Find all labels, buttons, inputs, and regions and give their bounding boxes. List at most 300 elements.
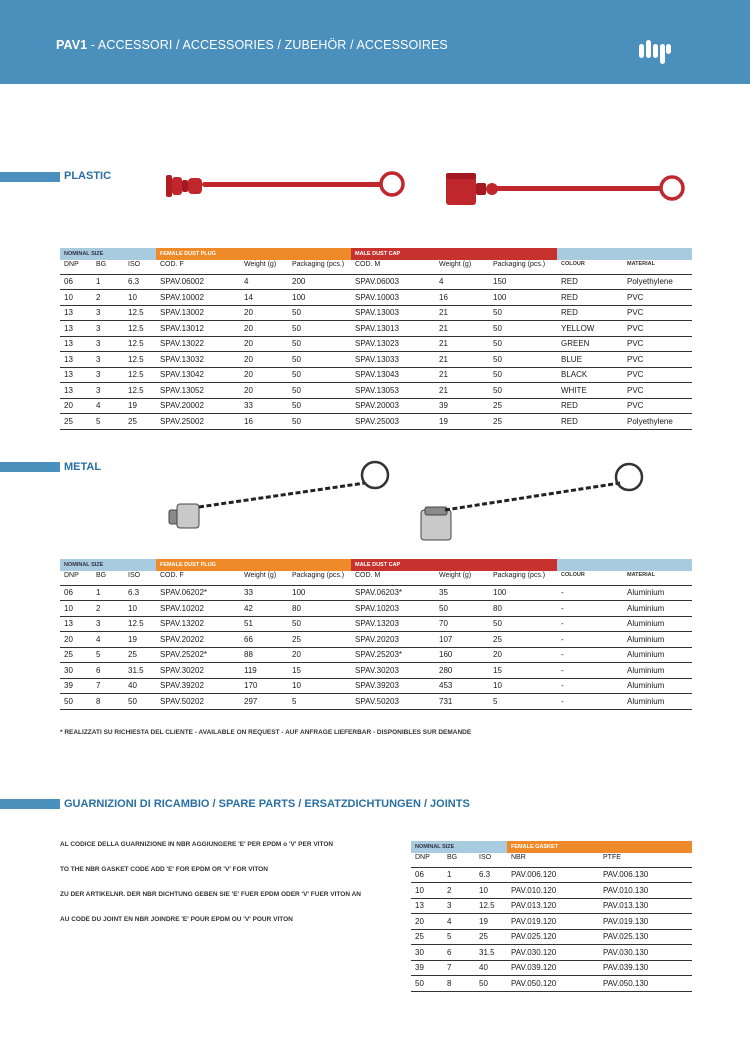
- page-title: PAV1 - ACCESSORI / ACCESSORIES / ZUBEHÖR / ACCESSOIRES: [56, 38, 448, 52]
- table-cell: 50: [288, 367, 351, 383]
- table-cell: 06: [60, 585, 92, 601]
- column-header: Weight (g): [435, 571, 489, 585]
- column-header: Packaging (pcs.): [288, 571, 351, 585]
- table-cell: 19: [435, 414, 489, 430]
- table-cell: 12.5: [475, 898, 507, 914]
- table-cell: 88: [240, 647, 288, 663]
- column-header: Weight (g): [435, 260, 489, 274]
- table-row: [60, 321, 692, 337]
- table-cell: SPAV.06003: [351, 274, 435, 290]
- table-cell: 4: [92, 632, 124, 648]
- table-row: [60, 274, 692, 290]
- table-cell: BLUE: [557, 352, 623, 368]
- table-cell: 6.3: [475, 867, 507, 883]
- table-cell: PVC: [623, 367, 692, 383]
- male-band: MALE DUST CAP: [351, 559, 557, 571]
- table-cell: SPAV.10202: [156, 601, 240, 617]
- table-cell: 200: [288, 274, 351, 290]
- table-cell: -: [557, 663, 623, 679]
- table-cell: SPAV.50203: [351, 694, 435, 710]
- female-metal-plug-icon: [165, 455, 395, 535]
- table-cell: 50: [489, 352, 557, 368]
- table-cell: 10: [124, 290, 156, 306]
- instruction-it: AL CODICE DELLA GUARNIZIONE IN NBR AGGIUNGERE 'E' PER EPDM o 'V' PER VITON: [60, 841, 334, 848]
- table-cell: PAV.030.130: [599, 945, 692, 961]
- table-row: [60, 678, 692, 694]
- table-cell: -: [557, 585, 623, 601]
- instruction-en: TO THE NBR GASKET CODE ADD 'E' FOR EPDM OR 'V' FOR VITON: [60, 866, 268, 873]
- plastic-table-body: [60, 274, 692, 429]
- table-cell: 4: [92, 398, 124, 414]
- table-cell: PVC: [623, 336, 692, 352]
- page-header: [0, 0, 750, 84]
- table-row: [60, 632, 692, 648]
- table-cell: 80: [288, 601, 351, 617]
- table-cell: 50: [489, 321, 557, 337]
- table-cell: 16: [435, 290, 489, 306]
- table-cell: 4: [443, 914, 475, 930]
- table-cell: 70: [435, 616, 489, 632]
- table-cell: 297: [240, 694, 288, 710]
- table-cell: 3: [92, 367, 124, 383]
- column-header: Packaging (pcs.): [489, 260, 557, 274]
- table-cell: 50: [288, 414, 351, 430]
- table-row: [60, 336, 692, 352]
- table-cell: 12.5: [124, 352, 156, 368]
- table-cell: SPAV.25202*: [156, 647, 240, 663]
- table-cell: 19: [124, 632, 156, 648]
- table-cell: SPAV.20003: [351, 398, 435, 414]
- table-cell: SPAV.13032: [156, 352, 240, 368]
- table-cell: Aluminium: [623, 601, 692, 617]
- table-cell: 13: [60, 305, 92, 321]
- instruction-fr: AU CODE DU JOINT EN NBR JOINDRE 'E' POUR EPDM OU 'V' POUR VITON: [60, 916, 293, 923]
- table-row: [60, 647, 692, 663]
- table-cell: SPAV.13033: [351, 352, 435, 368]
- table-row: [411, 945, 692, 961]
- nominal-size-band: NOMINAL SIZE: [60, 248, 156, 260]
- table-cell: 12.5: [124, 383, 156, 399]
- table-cell: 21: [435, 352, 489, 368]
- gasket-spec-table: [411, 841, 692, 992]
- table-cell: 39: [60, 678, 92, 694]
- table-cell: 5: [92, 414, 124, 430]
- table-cell: 30: [60, 663, 92, 679]
- metal-band-row: [60, 559, 692, 571]
- table-cell: 100: [288, 290, 351, 306]
- spacer-band: [557, 248, 692, 260]
- table-cell: 50: [288, 616, 351, 632]
- spare-section-bar: [0, 799, 60, 809]
- table-cell: SPAV.10003: [351, 290, 435, 306]
- table-cell: Polyethylene: [623, 274, 692, 290]
- table-cell: 25: [489, 398, 557, 414]
- table-cell: 3: [92, 305, 124, 321]
- table-cell: RED: [557, 398, 623, 414]
- table-cell: RED: [557, 414, 623, 430]
- table-cell: Aluminium: [623, 694, 692, 710]
- table-cell: 20: [60, 398, 92, 414]
- male-band: MALE DUST CAP: [351, 248, 557, 260]
- table-cell: 40: [475, 960, 507, 976]
- table-cell: SPAV.25203*: [351, 647, 435, 663]
- table-cell: 50: [489, 383, 557, 399]
- table-cell: SPAV.13013: [351, 321, 435, 337]
- table-cell: SPAV.20203: [351, 632, 435, 648]
- plastic-section-title: PLASTIC: [64, 170, 112, 182]
- table-cell: 13: [60, 352, 92, 368]
- table-cell: SPAV.13043: [351, 367, 435, 383]
- table-cell: GREEN: [557, 336, 623, 352]
- table-cell: 50: [288, 352, 351, 368]
- plastic-header-row: [60, 260, 692, 274]
- table-cell: PAV.050.130: [599, 976, 692, 992]
- table-row: [60, 663, 692, 679]
- table-cell: SPAV.25002: [156, 414, 240, 430]
- nominal-size-band: NOMINAL SIZE: [60, 559, 156, 571]
- table-cell: 2: [92, 601, 124, 617]
- table-cell: 80: [489, 601, 557, 617]
- table-cell: 13: [60, 321, 92, 337]
- female-band: FEMALE DUST PLUG: [156, 559, 351, 571]
- table-cell: 10: [288, 678, 351, 694]
- table-cell: 20: [288, 647, 351, 663]
- table-cell: Aluminium: [623, 647, 692, 663]
- table-cell: 50: [60, 694, 92, 710]
- table-cell: PAV.039.120: [507, 960, 599, 976]
- column-header: Weight (g): [240, 260, 288, 274]
- table-cell: SPAV.13012: [156, 321, 240, 337]
- table-cell: SPAV.39203: [351, 678, 435, 694]
- table-cell: 66: [240, 632, 288, 648]
- table-cell: SPAV.06002: [156, 274, 240, 290]
- table-cell: SPAV.13002: [156, 305, 240, 321]
- table-cell: 30: [411, 945, 443, 961]
- table-row: [60, 305, 692, 321]
- table-cell: 06: [60, 274, 92, 290]
- table-cell: 21: [435, 336, 489, 352]
- table-cell: Aluminium: [623, 663, 692, 679]
- table-cell: Aluminium: [623, 632, 692, 648]
- table-cell: 2: [443, 883, 475, 899]
- table-cell: 20: [240, 321, 288, 337]
- table-cell: 13: [60, 383, 92, 399]
- column-header: COLOUR: [557, 260, 623, 274]
- table-cell: 25: [288, 632, 351, 648]
- table-cell: 5: [288, 694, 351, 710]
- instruction-de: ZU DER ARTIKELNR. DER NBR DICHTUNG GEBEN SIE 'E' FUER EPDM ODER 'V' FUER VITON AN: [60, 891, 361, 898]
- table-cell: 13: [411, 898, 443, 914]
- table-cell: 21: [435, 367, 489, 383]
- table-cell: SPAV.13052: [156, 383, 240, 399]
- table-cell: 170: [240, 678, 288, 694]
- table-cell: 40: [124, 678, 156, 694]
- table-cell: 14: [240, 290, 288, 306]
- table-row: [60, 414, 692, 430]
- column-header: ISO: [124, 260, 156, 274]
- table-cell: -: [557, 678, 623, 694]
- table-cell: PVC: [623, 290, 692, 306]
- table-cell: 13: [60, 367, 92, 383]
- table-cell: 35: [435, 585, 489, 601]
- brand-logo-icon: [637, 36, 673, 66]
- table-cell: 25: [475, 929, 507, 945]
- table-cell: 25: [60, 647, 92, 663]
- table-cell: 731: [435, 694, 489, 710]
- gasket-band-row: [411, 841, 692, 853]
- table-cell: 19: [124, 398, 156, 414]
- table-cell: SPAV.13023: [351, 336, 435, 352]
- table-cell: 10: [411, 883, 443, 899]
- table-cell: 50: [489, 367, 557, 383]
- plastic-spec-table: [60, 248, 692, 430]
- table-cell: 119: [240, 663, 288, 679]
- table-cell: 10: [124, 601, 156, 617]
- table-row: [60, 694, 692, 710]
- table-cell: 1: [92, 274, 124, 290]
- nominal-size-band: NOMINAL SIZE: [411, 841, 507, 853]
- table-cell: PAV.050.120: [507, 976, 599, 992]
- table-cell: SPAV.20002: [156, 398, 240, 414]
- table-cell: 20: [240, 336, 288, 352]
- table-cell: 10: [489, 678, 557, 694]
- metal-section-bar: [0, 462, 60, 472]
- table-cell: 10: [475, 883, 507, 899]
- table-cell: 13: [60, 616, 92, 632]
- table-cell: 8: [443, 976, 475, 992]
- table-cell: 1: [443, 867, 475, 883]
- table-cell: 25: [60, 414, 92, 430]
- table-cell: PAV.025.130: [599, 929, 692, 945]
- table-cell: PAV.019.130: [599, 914, 692, 930]
- table-cell: 3: [443, 898, 475, 914]
- table-cell: PVC: [623, 352, 692, 368]
- column-header: Packaging (pcs.): [288, 260, 351, 274]
- table-cell: 6: [443, 945, 475, 961]
- table-cell: PVC: [623, 383, 692, 399]
- table-cell: 12.5: [124, 321, 156, 337]
- table-cell: RED: [557, 290, 623, 306]
- column-header: COD. F: [156, 260, 240, 274]
- table-cell: 50: [288, 383, 351, 399]
- column-header: COD. M: [351, 571, 435, 585]
- table-cell: PVC: [623, 305, 692, 321]
- table-cell: 31.5: [124, 663, 156, 679]
- table-cell: 51: [240, 616, 288, 632]
- table-cell: 6.3: [124, 585, 156, 601]
- table-cell: SPAV.39202: [156, 678, 240, 694]
- column-header: COD. F: [156, 571, 240, 585]
- table-cell: SPAV.13022: [156, 336, 240, 352]
- table-row: [60, 290, 692, 306]
- table-cell: -: [557, 632, 623, 648]
- table-cell: 100: [489, 585, 557, 601]
- table-cell: 50: [489, 616, 557, 632]
- table-cell: 3: [92, 352, 124, 368]
- table-row: [411, 898, 692, 914]
- plastic-band-row: [60, 248, 692, 260]
- table-row: [411, 914, 692, 930]
- table-cell: 39: [435, 398, 489, 414]
- spare-section-title: GUARNIZIONI DI RICAMBIO / SPARE PARTS / ERSATZDICHTUNGEN / JOINTS: [64, 798, 470, 810]
- male-plastic-cap-icon: [440, 163, 690, 213]
- table-cell: 25: [489, 632, 557, 648]
- table-cell: 10: [60, 290, 92, 306]
- table-cell: 20: [240, 383, 288, 399]
- table-cell: 20: [489, 647, 557, 663]
- column-header: COD. M: [351, 260, 435, 274]
- column-header: BG: [92, 571, 124, 585]
- table-cell: 21: [435, 321, 489, 337]
- table-cell: 33: [240, 585, 288, 601]
- table-cell: 10: [60, 601, 92, 617]
- female-plastic-plug-icon: [160, 163, 410, 209]
- table-cell: Aluminium: [623, 678, 692, 694]
- column-header: BG: [443, 853, 475, 867]
- gasket-header-row: [411, 853, 692, 867]
- table-cell: 50: [489, 336, 557, 352]
- table-cell: 42: [240, 601, 288, 617]
- table-cell: 3: [92, 383, 124, 399]
- table-cell: 4: [240, 274, 288, 290]
- table-cell: 20: [240, 367, 288, 383]
- table-cell: PAV.019.120: [507, 914, 599, 930]
- table-cell: 453: [435, 678, 489, 694]
- plastic-section-bar: [0, 172, 60, 182]
- table-cell: 12.5: [124, 336, 156, 352]
- table-cell: YELLOW: [557, 321, 623, 337]
- table-cell: 25: [124, 414, 156, 430]
- column-header: DNP: [411, 853, 443, 867]
- table-row: [60, 398, 692, 414]
- table-cell: 1: [92, 585, 124, 601]
- column-header: MATERIAL: [623, 260, 692, 274]
- table-row: [60, 383, 692, 399]
- table-cell: PAV.010.120: [507, 883, 599, 899]
- table-cell: 50: [435, 601, 489, 617]
- table-cell: 13: [60, 336, 92, 352]
- table-cell: 20: [240, 352, 288, 368]
- table-cell: 50: [288, 336, 351, 352]
- table-cell: 100: [489, 290, 557, 306]
- metal-header-row: [60, 571, 692, 585]
- column-header: PTFE: [599, 853, 692, 867]
- table-cell: 31.5: [475, 945, 507, 961]
- table-cell: 280: [435, 663, 489, 679]
- table-cell: 33: [240, 398, 288, 414]
- table-cell: 19: [475, 914, 507, 930]
- table-cell: 25: [489, 414, 557, 430]
- metal-section-title: METAL: [64, 461, 102, 473]
- table-cell: SPAV.30203: [351, 663, 435, 679]
- table-cell: 16: [240, 414, 288, 430]
- table-cell: PAV.006.120: [507, 867, 599, 883]
- table-row: [60, 585, 692, 601]
- table-cell: SPAV.13053: [351, 383, 435, 399]
- table-cell: 7: [443, 960, 475, 976]
- column-header: NBR: [507, 853, 599, 867]
- on-request-note: * REALIZZATI SU RICHIESTA DEL CLIENTE - AVAILABLE ON REQUEST - AUF ANFRAGE LIEFERBAR - DISPONIBLES SUR DEMANDE: [60, 729, 472, 736]
- table-cell: 25: [411, 929, 443, 945]
- table-cell: PAV.006.130: [599, 867, 692, 883]
- metal-table-body: [60, 585, 692, 709]
- table-cell: -: [557, 694, 623, 710]
- table-cell: 5: [489, 694, 557, 710]
- table-cell: 12.5: [124, 305, 156, 321]
- table-cell: 25: [124, 647, 156, 663]
- table-cell: 150: [489, 274, 557, 290]
- table-cell: PAV.013.130: [599, 898, 692, 914]
- female-band: FEMALE DUST PLUG: [156, 248, 351, 260]
- table-cell: -: [557, 601, 623, 617]
- table-cell: 3: [92, 616, 124, 632]
- table-cell: 50: [489, 305, 557, 321]
- table-cell: SPAV.06203*: [351, 585, 435, 601]
- table-row: [411, 929, 692, 945]
- table-cell: Aluminium: [623, 616, 692, 632]
- table-cell: 4: [435, 274, 489, 290]
- table-cell: RED: [557, 305, 623, 321]
- table-cell: Polyethylene: [623, 414, 692, 430]
- table-cell: SPAV.13003: [351, 305, 435, 321]
- table-cell: 39: [411, 960, 443, 976]
- table-cell: SPAV.13202: [156, 616, 240, 632]
- column-header: Weight (g): [240, 571, 288, 585]
- table-cell: 50: [288, 305, 351, 321]
- table-cell: PAV.025.120: [507, 929, 599, 945]
- table-cell: SPAV.25003: [351, 414, 435, 430]
- table-cell: 50: [475, 976, 507, 992]
- table-cell: PAV.030.120: [507, 945, 599, 961]
- table-cell: 20: [60, 632, 92, 648]
- gasket-table-body: [411, 867, 692, 991]
- table-cell: 3: [92, 321, 124, 337]
- table-cell: 50: [288, 321, 351, 337]
- table-cell: 160: [435, 647, 489, 663]
- table-cell: 12.5: [124, 367, 156, 383]
- column-header: Packaging (pcs.): [489, 571, 557, 585]
- table-cell: 06: [411, 867, 443, 883]
- table-cell: PAV.039.130: [599, 960, 692, 976]
- table-row: [411, 883, 692, 899]
- table-cell: SPAV.20202: [156, 632, 240, 648]
- table-cell: 12.5: [124, 616, 156, 632]
- table-cell: SPAV.30202: [156, 663, 240, 679]
- table-cell: -: [557, 647, 623, 663]
- table-row: [411, 976, 692, 992]
- table-cell: 5: [443, 929, 475, 945]
- table-cell: 7: [92, 678, 124, 694]
- table-cell: PAV.010.130: [599, 883, 692, 899]
- table-cell: RED: [557, 274, 623, 290]
- table-cell: PAV.013.120: [507, 898, 599, 914]
- table-cell: 100: [288, 585, 351, 601]
- table-cell: 15: [489, 663, 557, 679]
- column-header: DNP: [60, 260, 92, 274]
- table-cell: SPAV.50202: [156, 694, 240, 710]
- table-cell: 50: [288, 398, 351, 414]
- table-cell: 6.3: [124, 274, 156, 290]
- column-header: DNP: [60, 571, 92, 585]
- table-cell: SPAV.10203: [351, 601, 435, 617]
- table-cell: -: [557, 616, 623, 632]
- table-cell: 5: [92, 647, 124, 663]
- table-row: [60, 601, 692, 617]
- male-metal-cap-icon: [415, 455, 655, 545]
- table-row: [60, 352, 692, 368]
- table-cell: 15: [288, 663, 351, 679]
- table-cell: 50: [411, 976, 443, 992]
